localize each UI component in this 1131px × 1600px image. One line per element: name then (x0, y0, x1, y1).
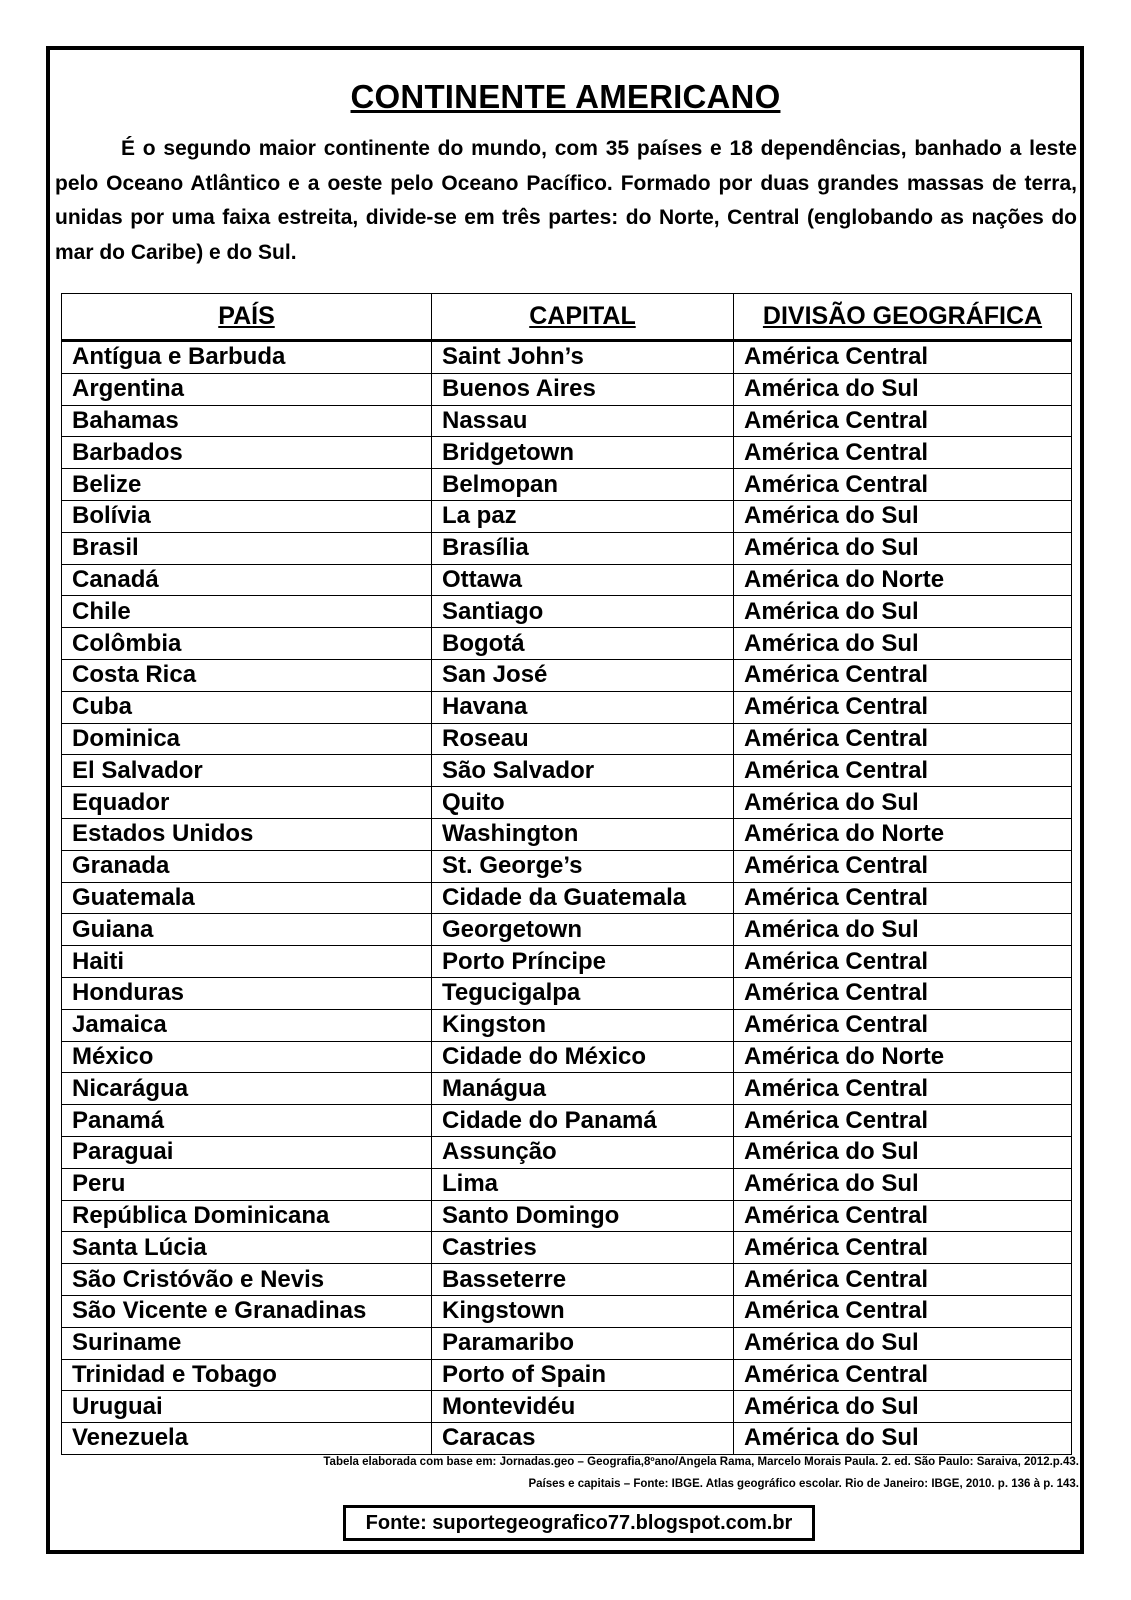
country-cell: Cuba (62, 691, 432, 723)
region-cell: América Central (734, 977, 1072, 1009)
region-cell: América do Sul (734, 1168, 1072, 1200)
table-row (62, 1168, 1072, 1200)
region-cell: América do Sul (734, 1327, 1072, 1359)
country-cell: Belize (62, 469, 432, 501)
table-row (62, 1232, 1072, 1264)
region-cell: América do Norte (734, 1041, 1072, 1073)
country-cell: Chile (62, 596, 432, 628)
region-cell: América Central (734, 1232, 1072, 1264)
table-row (62, 628, 1072, 660)
table-row (62, 882, 1072, 914)
capital-cell: São Salvador (432, 755, 734, 787)
table-row (62, 1200, 1072, 1232)
region-cell: América Central (734, 755, 1072, 787)
capital-cell: Kingstown (432, 1295, 734, 1327)
country-cell: Peru (62, 1168, 432, 1200)
capital-cell: Paramaribo (432, 1327, 734, 1359)
table-row (62, 1041, 1072, 1073)
country-cell: Antígua e Barbuda (62, 341, 432, 374)
region-cell: América Central (734, 1105, 1072, 1137)
capital-cell: Washington (432, 818, 734, 850)
region-cell: América Central (734, 1200, 1072, 1232)
country-cell: Argentina (62, 373, 432, 405)
table-row (62, 659, 1072, 691)
country-cell: Estados Unidos (62, 818, 432, 850)
capital-cell: Assunção (432, 1136, 734, 1168)
table-row (62, 977, 1072, 1009)
capital-cell: Brasília (432, 532, 734, 564)
region-cell: América do Sul (734, 532, 1072, 564)
capital-cell: Nassau (432, 405, 734, 437)
country-cell: Granada (62, 850, 432, 882)
capital-cell: Porto Príncipe (432, 946, 734, 978)
country-cell: Barbados (62, 437, 432, 469)
table-row (62, 405, 1072, 437)
region-cell: América Central (734, 723, 1072, 755)
capital-cell: Manágua (432, 1073, 734, 1105)
region-cell: América do Sul (734, 500, 1072, 532)
table-header-row (62, 294, 1072, 341)
country-cell: São Cristóvão e Nevis (62, 1264, 432, 1296)
region-cell: América Central (734, 469, 1072, 501)
region-cell: América do Sul (734, 596, 1072, 628)
region-cell: América Central (734, 405, 1072, 437)
table-row (62, 1423, 1072, 1455)
region-cell: América Central (734, 659, 1072, 691)
capital-cell: Santiago (432, 596, 734, 628)
table-row (62, 437, 1072, 469)
region-cell: América do Sul (734, 1423, 1072, 1455)
header-pais: PAÍS (62, 294, 432, 341)
region-cell: América do Sul (734, 1391, 1072, 1423)
capital-cell: Bogotá (432, 628, 734, 660)
table-row (62, 1136, 1072, 1168)
table-row (62, 723, 1072, 755)
table-row (62, 1073, 1072, 1105)
capital-cell: Quito (432, 787, 734, 819)
credit-countries-source: Países e capitais – Fonte: IBGE. Atlas geográfico escolar. Rio de Janeiro: IBGE, 2010. p. 136 à p. 143. (528, 1478, 1079, 1490)
table-row (62, 373, 1072, 405)
country-cell: Suriname (62, 1327, 432, 1359)
country-cell: Haiti (62, 946, 432, 978)
region-cell: América do Sul (734, 1136, 1072, 1168)
country-cell: Jamaica (62, 1009, 432, 1041)
table-row (62, 1264, 1072, 1296)
region-cell: América do Sul (734, 628, 1072, 660)
country-cell: Costa Rica (62, 659, 432, 691)
region-cell: América Central (734, 1359, 1072, 1391)
capital-cell: Buenos Aires (432, 373, 734, 405)
table-body (62, 341, 1072, 1455)
capital-cell: Cidade do Panamá (432, 1105, 734, 1137)
country-cell: Guiana (62, 914, 432, 946)
capital-cell: San José (432, 659, 734, 691)
region-cell: América Central (734, 946, 1072, 978)
capital-cell: Santo Domingo (432, 1200, 734, 1232)
country-cell: Paraguai (62, 1136, 432, 1168)
page-title: CONTINENTE AMERICANO (350, 78, 781, 115)
region-cell: América Central (734, 882, 1072, 914)
credit-table-basis: Tabela elaborada com base em: Jornadas.geo – Geografia,8ºano/Angela Rama, Marcelo Morais Paula. 2. ed. São Paulo: Saraiva, 2012.p.43. (323, 1456, 1079, 1468)
country-cell: Nicarágua (62, 1073, 432, 1105)
region-cell: América do Sul (734, 914, 1072, 946)
region-cell: América Central (734, 1264, 1072, 1296)
region-cell: América Central (734, 691, 1072, 723)
intro-paragraph: É o segundo maior continente do mundo, com 35 países e 18 dependências, banhado a leste pelo Oceano Atlântico e a oeste pelo Oceano Pacífico. Formado por duas grandes massas de terra, unidas por uma faixa estreita, divide-se em três partes: do Norte, Central (englobando as nações do mar do Caribe) e do Sul. (55, 137, 1077, 264)
capital-cell: Havana (432, 691, 734, 723)
region-cell: América Central (734, 1073, 1072, 1105)
country-cell: Trinidad e Tobago (62, 1359, 432, 1391)
country-cell: República Dominicana (62, 1200, 432, 1232)
region-cell: América Central (734, 341, 1072, 374)
table-row (62, 532, 1072, 564)
capital-cell: Tegucigalpa (432, 977, 734, 1009)
country-cell: Guatemala (62, 882, 432, 914)
table-row (62, 1009, 1072, 1041)
region-cell: América do Sul (734, 373, 1072, 405)
country-cell: Santa Lúcia (62, 1232, 432, 1264)
country-cell: Venezuela (62, 1423, 432, 1455)
capital-cell: Saint John’s (432, 341, 734, 374)
country-cell: Uruguai (62, 1391, 432, 1423)
country-cell: Panamá (62, 1105, 432, 1137)
table-row (62, 1295, 1072, 1327)
table-row (62, 850, 1072, 882)
country-cell: El Salvador (62, 755, 432, 787)
table-row (62, 1327, 1072, 1359)
region-cell: América Central (734, 1295, 1072, 1327)
capital-cell: Kingston (432, 1009, 734, 1041)
capital-cell: Porto of Spain (432, 1359, 734, 1391)
capital-cell: Castries (432, 1232, 734, 1264)
region-cell: América Central (734, 437, 1072, 469)
capital-cell: Ottawa (432, 564, 734, 596)
capital-cell: Caracas (432, 1423, 734, 1455)
country-cell: Colômbia (62, 628, 432, 660)
region-cell: América Central (734, 1009, 1072, 1041)
table-row (62, 1359, 1072, 1391)
table-row (62, 946, 1072, 978)
header-capital: CAPITAL (432, 294, 734, 341)
capital-cell: Bridgetown (432, 437, 734, 469)
table-row (62, 500, 1072, 532)
country-cell: São Vicente e Granadinas (62, 1295, 432, 1327)
table-row (62, 914, 1072, 946)
capital-cell: Cidade da Guatemala (432, 882, 734, 914)
table-row (62, 341, 1072, 374)
capital-cell: Cidade do México (432, 1041, 734, 1073)
country-cell: Equador (62, 787, 432, 819)
table-row (62, 1105, 1072, 1137)
capital-cell: La paz (432, 500, 734, 532)
capital-cell: Georgetown (432, 914, 734, 946)
countries-table (61, 293, 1072, 1455)
table-row (62, 596, 1072, 628)
capital-cell: Basseterre (432, 1264, 734, 1296)
table-row (62, 755, 1072, 787)
country-cell: Bahamas (62, 405, 432, 437)
country-cell: Canadá (62, 564, 432, 596)
capital-cell: Roseau (432, 723, 734, 755)
table-row (62, 1391, 1072, 1423)
capital-cell: St. George’s (432, 850, 734, 882)
capital-cell: Lima (432, 1168, 734, 1200)
table-row (62, 818, 1072, 850)
table-row (62, 564, 1072, 596)
table-row (62, 787, 1072, 819)
country-cell: Dominica (62, 723, 432, 755)
table-row (62, 691, 1072, 723)
capital-cell: Belmopan (432, 469, 734, 501)
country-cell: Honduras (62, 977, 432, 1009)
region-cell: América do Norte (734, 564, 1072, 596)
region-cell: América do Norte (734, 818, 1072, 850)
country-cell: Brasil (62, 532, 432, 564)
region-cell: América Central (734, 850, 1072, 882)
country-cell: Bolívia (62, 500, 432, 532)
header-divisao: DIVISÃO GEOGRÁFICA (734, 294, 1072, 341)
capital-cell: Montevidéu (432, 1391, 734, 1423)
table-row (62, 469, 1072, 501)
region-cell: América do Sul (734, 787, 1072, 819)
source-box: Fonte: suportegeografico77.blogspot.com.br (343, 1505, 815, 1541)
country-cell: México (62, 1041, 432, 1073)
